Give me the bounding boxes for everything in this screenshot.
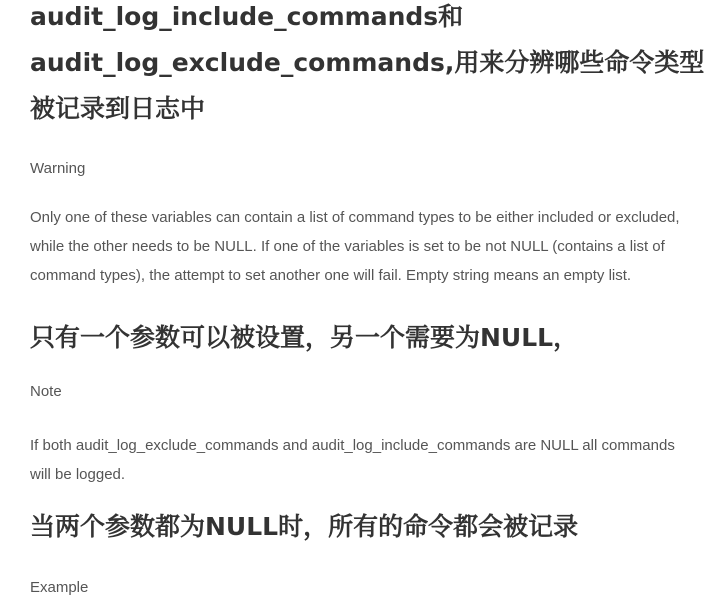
warning-label: Warning <box>30 160 86 177</box>
note-label: Note <box>30 383 62 400</box>
example-label: Example <box>30 579 89 596</box>
section-heading-only-one: 只有一个参数可以被设置，另一个需要为NULL， <box>30 323 579 352</box>
note-paragraph: If both audit_log_exclude_commands and audit_log_include_commands are NULL all commands will be logged. <box>30 437 675 483</box>
section-heading-include-exclude: audit_log_include_commands和 audit_log_exclude_commands,用来分辨哪些命令类型被记录到日志中 <box>30 2 705 123</box>
section-heading-both-null: 当两个参数都为NULL时，所有的命令都会被记录 <box>30 512 579 541</box>
warning-paragraph: Only one of these variables can contain a list of command types to be either included or excluded, while the other needs to be NULL. If one of the variables is set to be not NULL (contains a list of command types), the attempt to set another one will fail. Empty string means an empty list. <box>30 209 680 284</box>
